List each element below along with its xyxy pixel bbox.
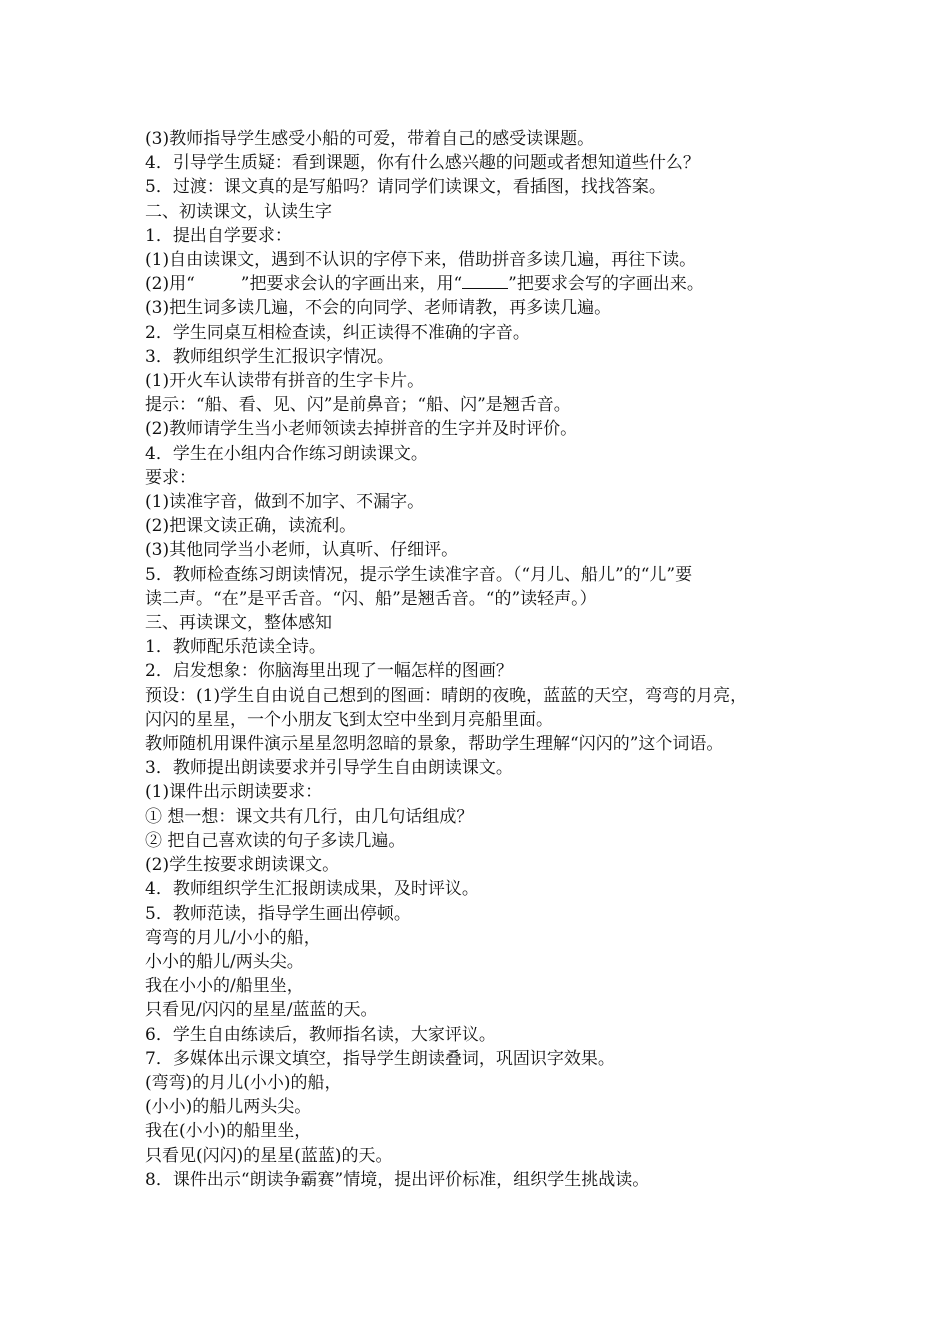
text-line: 教师随机用课件演示星星忽明忽暗的景象，帮助学生理解“闪闪的”这个词语。	[145, 734, 724, 755]
text-line: (3)把生词多读几遍，不会的向同学、老师请教，再多读几遍。	[145, 298, 612, 319]
text-line: 4．学生在小组内合作练习朗读课文。	[145, 443, 428, 464]
text-line-with-marks	[145, 272, 835, 296]
text-line: 3．教师组织学生汇报识字情况。	[145, 346, 394, 367]
text-line: (1)自由读课文，遇到不认识的字停下来，借助拼音多读几遍，再往下读。	[145, 250, 697, 271]
text-line: ② 把自己喜欢读的句子多读几遍。	[145, 830, 406, 851]
poem-line: 弯弯的月儿/小小的船，	[145, 927, 321, 948]
text-fragment: ”把要求会写的字画出来。	[508, 274, 704, 295]
text-line: 6．学生自由练读后，教师指名读，大家评议。	[145, 1024, 496, 1045]
text-line: 1．提出自学要求：	[145, 225, 292, 246]
section-heading: 二、初读课文，认读生字	[145, 201, 332, 222]
text-line: 4．教师组织学生汇报朗读成果，及时评议。	[145, 879, 479, 900]
text-line: 4．引导学生质疑：看到课题，你有什么感兴趣的问题或者想知道些什么？	[145, 153, 700, 174]
text-line: 8．课件出示“朗读争霸赛”情境，提出评价标准，组织学生挑战读。	[145, 1169, 650, 1190]
text-line: 3．教师提出朗读要求并引导学生自由朗读课文。	[145, 758, 513, 779]
text-line: (1)开火车认读带有拼音的生字卡片。	[145, 371, 425, 392]
text-line: 5．过渡：课文真的是写船吗？请同学们读课文，看插图，找找答案。	[145, 177, 666, 198]
text-line: (2)教师请学生当小老师领读去掉拼音的生字并及时评价。	[145, 419, 578, 440]
text-fragment: ”把要求会认的字画出来，用“	[240, 274, 463, 295]
text-line: (2)学生按要求朗读课文。	[145, 855, 340, 876]
text-line: (2)把课文读正确，读流利。	[145, 516, 357, 537]
text-line: (1)读准字音，做到不加字、不漏字。	[145, 492, 425, 513]
section-heading: 三、再读课文，整体感知	[145, 613, 332, 634]
text-line: 5．教师范读，指导学生画出停顿。	[145, 903, 411, 924]
poem-line: 我在(小小)的船里坐，	[145, 1121, 312, 1142]
text-line: 5．教师检查练习朗读情况，提示学生读准字音。（“月儿、船儿”的“儿”要	[145, 564, 693, 585]
text-line: 要求：	[145, 467, 196, 488]
text-line: ① 想一想：课文共有几行，由几句话组成？	[145, 806, 474, 827]
text-fragment: (2)用“	[145, 274, 195, 295]
text-line: 闪闪的星星，一个小朋友飞到太空中坐到月亮船里面。	[145, 709, 553, 730]
poem-line: 小小的船儿/两头尖。	[145, 951, 304, 972]
text-line: (3)其他同学当小老师，认真听、仔细评。	[145, 540, 459, 561]
underline-mark-blank	[462, 274, 508, 289]
text-line: 2．启发想象：你脑海里出现了一幅怎样的图画？	[145, 661, 513, 682]
poem-line: 只看见(闪闪)的星星(蓝蓝)的天。	[145, 1145, 393, 1166]
text-line: (3)教师指导学生感受小船的可爱，带着自己的感受读课题。	[145, 129, 595, 149]
poem-line: (小小)的船儿两头尖。	[145, 1097, 312, 1118]
document-body	[145, 127, 835, 1192]
text-line: 提示：“船、看、见、闪”是前鼻音；“船、闪”是翘舌音。	[145, 395, 571, 416]
text-line: 1．教师配乐范读全诗。	[145, 637, 326, 658]
text-line: 读二声。“在”是平舌音。“闪、船”是翘舌音。“的”读轻声。）	[145, 588, 597, 609]
text-line: 预设：(1)学生自由说自己想到的图画：晴朗的夜晚，蓝蓝的天空，弯弯的月亮，	[145, 685, 748, 706]
text-line: (1)课件出示朗读要求：	[145, 782, 323, 803]
poem-line: 只看见/闪闪的星星/蓝蓝的天。	[145, 1000, 378, 1021]
text-line: 7．多媒体出示课文填空，指导学生朗读叠词，巩固识字效果。	[145, 1048, 615, 1069]
poem-line: 我在小小的/船里坐，	[145, 976, 304, 997]
text-line: 2．学生同桌互相检查读，纠正读得不准确的字音。	[145, 322, 530, 343]
poem-line: (弯弯)的月儿(小小)的船，	[145, 1072, 342, 1093]
